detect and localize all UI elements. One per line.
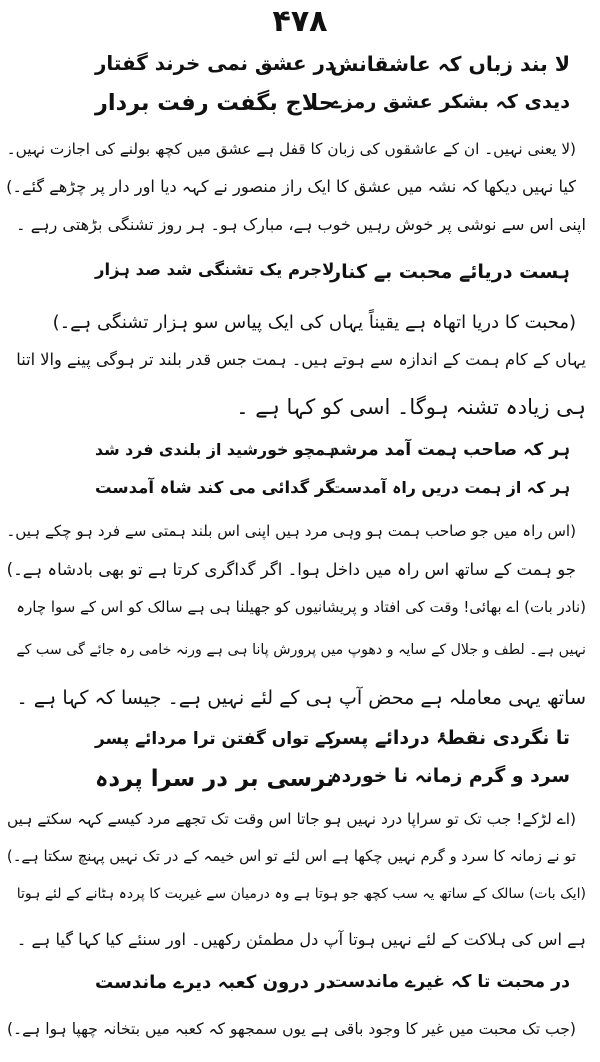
verse-1-right: لا بند زباں کہ عاشقانش xyxy=(330,52,570,76)
text-line: (لا یعنی نہیں۔ ان کے عاشقوں کی زبان کا قفل ہے عشق میں کچھ بولنے کی اجازت نہیں۔ xyxy=(6,140,576,158)
text-line: اپنی اس سے نوشی پر خوش رہیں خوب ہے، مبارک ہو۔ ہر روز تشنگی بڑھتی رہے ۔ xyxy=(16,215,586,234)
verse-6-right: تا نگردی نقطۂ دردائے پسر xyxy=(330,728,570,749)
page-number: ۴۷۸ xyxy=(272,4,328,39)
verse-3-left: لاجرم یک تشنگی شد صد ہزار xyxy=(95,260,335,279)
text-line: نہیں ہے۔ لطف و جلال کے سایہ و دھوپ میں پرورش پانا ہی ہے ورنہ خامی رہ جائے گی سب کے xyxy=(16,642,586,658)
text-line: ہے اس کی ہلاکت کے لئے نہیں ہوتا آپ دل مطمئن رکھیں۔ اور سنئے کیا کہا گیا ہے ۔ xyxy=(16,930,586,949)
text-line: تو نے زمانہ کا سرد و گرم نہیں چکھا ہے اس لئے تو اس خیمہ کے در تک نہیں پہنچ سکتا ہے۔) xyxy=(6,848,576,865)
verse-8-right: در محبت تا کہ غیرے ماندست xyxy=(329,972,570,992)
text-line: جو ہمت کے ساتھ اس راہ میں داخل ہوا۔ اگر گداگری کرتا ہے تو بھی بادشاہ ہے۔) xyxy=(6,560,576,579)
verse-5-right: ہر کہ از ہمت دریں راہ آمدست xyxy=(329,478,570,497)
verse-6-left: کے تواں گفتن ترا مردائے پسر xyxy=(95,729,335,749)
verse-2-right: دیدی کہ بشکر عشق رمزے xyxy=(330,90,570,113)
text-line: (ایک بات) سالک کے ساتھ یہ سب کچھ جو ہوتا ہے وہ درمیان سے غیریت کا پردہ ہٹانے کے لئے ہوتا xyxy=(16,886,586,902)
text-line: ہی زیادہ تشنہ ہوگا۔ اسی کو کہا ہے ۔ xyxy=(236,395,586,419)
verse-1-left: در عشق نمی خرند گفتار xyxy=(95,52,336,75)
verse-3-right: ہست دریائے محبت بے کنار xyxy=(330,260,570,283)
verse-4-right: ہر کہ صاحب ہمت آمد مرشد xyxy=(330,440,570,460)
text-line: یہاں کے کام ہمت کے اندازہ سے ہوتے ہیں۔ ہمت جس قدر بلند تر ہوگی پینے والا اتنا xyxy=(16,350,586,369)
text-line: (جب تک محبت میں غیر کا وجود باقی ہے یوں سمجھو کہ کعبہ میں بتخانہ چھپا ہوا ہے۔) xyxy=(6,1020,576,1038)
verse-8-left: در درون کعبہ دیرے ماندست xyxy=(95,972,335,993)
verse-7-left: نرسی بر در سرا پردہ xyxy=(95,766,335,792)
text-line: کیا نہیں دیکھا کہ نشہ میں عشق کا ایک راز منصور نے کہہ دیا اور دار پر چڑھے گئے۔) xyxy=(6,177,576,196)
verse-7-right: سرد و گرم زمانہ نا خوردہ xyxy=(330,766,570,787)
text-line: (اے لڑکے! جب تک تو سراپا درد نہیں ہو جاتا اس وقت تک تجھے مرد کیسے کہہ سکتے ہیں xyxy=(6,810,576,828)
verse-2-left: حلاج بگفت رفت بردار xyxy=(95,90,335,116)
text-line: (اس راہ میں جو صاحب ہمت ہو وہی مرد ہیں اپنی اس بلند ہمتی سے فرد ہو چکے ہیں۔ xyxy=(6,522,576,540)
text-line: ساتھ یہی معاملہ ہے محض آپ ہی کے لئے نہیں ہے۔ جیسا کہ کہا ہے ۔ xyxy=(16,686,586,709)
text-line: (نادر بات) اے بھائی! وقت کی افتاد و پریشانیوں کو جھیلنا ہی ہے سالک کو اس کے سوا چارہ xyxy=(16,598,586,616)
verse-4-left: ہمچو خورشید از بلندی فرد شد xyxy=(95,440,335,459)
verse-5-left: گر گدائی می کند شاہ آمدست xyxy=(95,478,335,497)
text-line: (محبت کا دریا اتھاہ ہے یقیناً یہاں کی ایک پیاس سو ہزار تشنگی ہے۔) xyxy=(52,312,576,333)
